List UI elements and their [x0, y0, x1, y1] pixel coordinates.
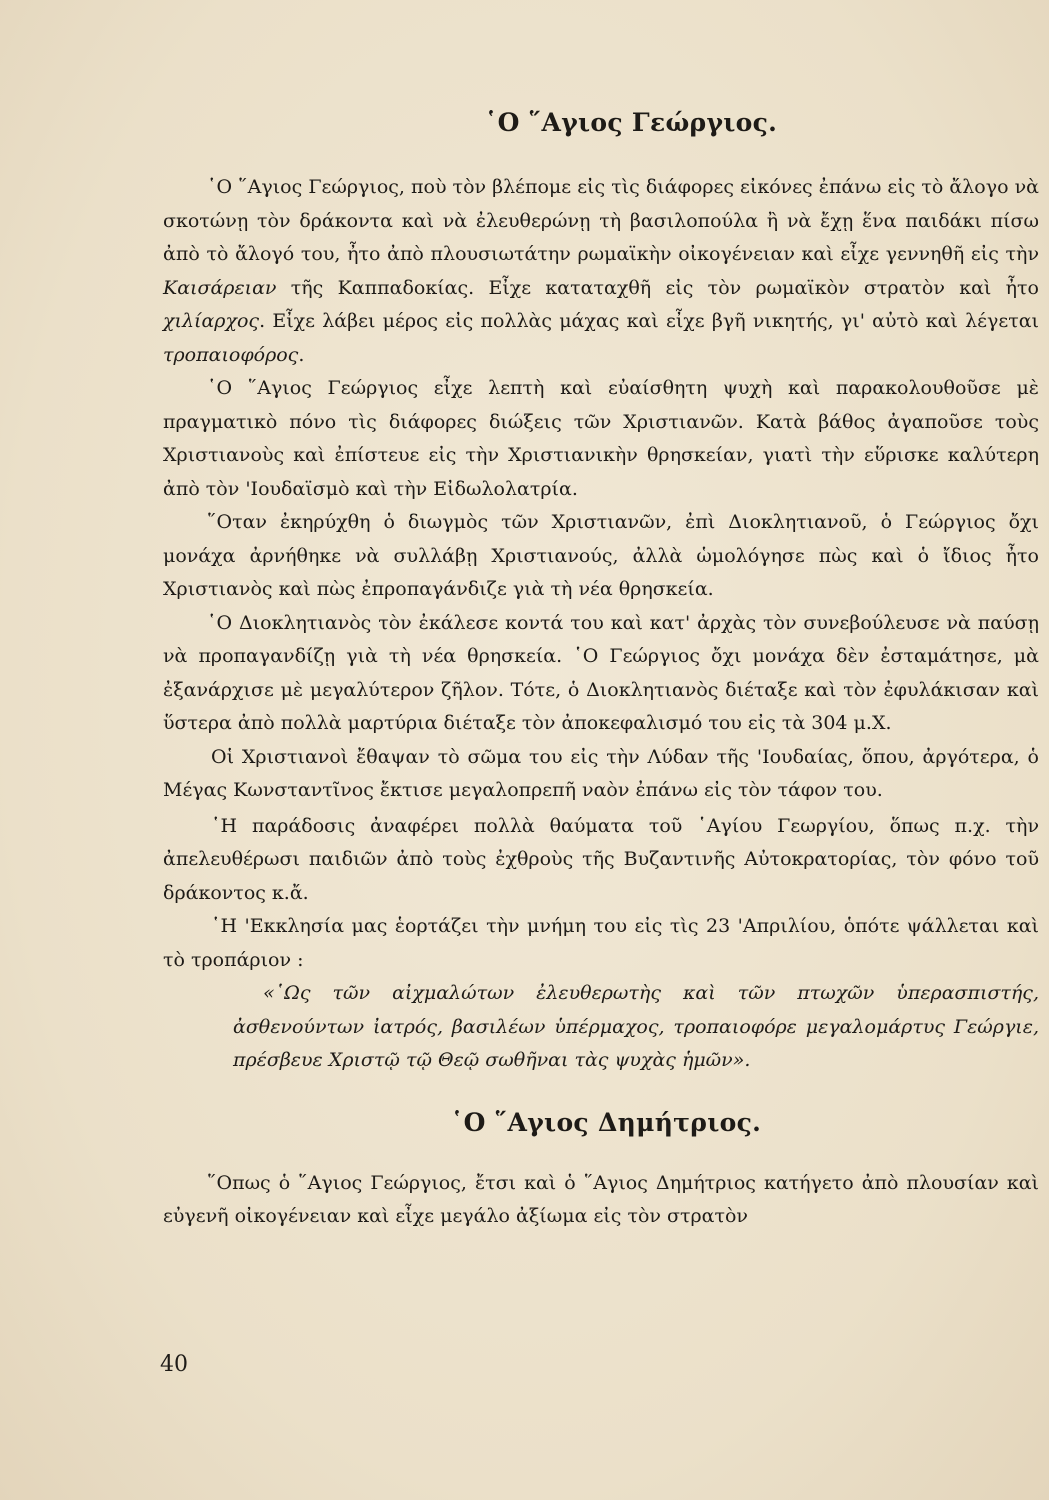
- paragraph: ῾Η παράδοσις ἀναφέρει πολλὰ θαύματα τοῦ ῾Αγίου Γεωργίου, ὅπως π.χ. τὴν ἀπελευθέρωσι παιδιῶν ἀπὸ τοὺς ἐχθροὺς τῆς Βυζαντινῆς Αὐτοκρατορίας, τὸν φόνο τοῦ δράκοντος κ.ἄ.: [163, 814, 1039, 904]
- paragraph: Οἱ Χριστιανοὶ ἔθαψαν τὸ σῶμα του εἰς τὴν Λύδαν τῆς 'Ιουδαίας, ὅπου, ἀργότερα, ὁ Μέγας Κωνσταντῖνος ἔκτισε μεγαλοπρεπῆ ναὸν ἐπάνω εἰς τὸν τάφον του.: [163, 745, 1039, 801]
- paragraph: ῾Ο ῞Αγιος Γεώργιος εἶχε λεπτὴ καὶ εὐαίσθητη ψυχὴ καὶ παρακολουθοῦσε μὲ πραγματικὸ πόνο τὶς διάφορες διώξεις τῶν Χριστιανῶν. Κατὰ βάθος ἀγαποῦσε τοὺς Χριστιανοὺς καὶ ἐπίστευε εἰς τὴν Χριστιανικὴν θρησκείαν, γιατὶ τὴν εὕρισκε καλύτερη ἀπὸ τὸν 'Ιουδαϊσμὸ καὶ τὴν Εἰδωλολατρία.: [163, 377, 1039, 500]
- troparion-hymn: «῾Ως τῶν αἰχμαλώτων ἐλευθερωτὴς καὶ τῶν πτωχῶν ὑπερασπιστής, ἀσθενούντων ἰατρός, βασιλέων ὑπέρμαχος, τροπαιοφόρε μεγαλομάρτυς Γεώργιε, πρέσβευε Χριστῷ τῷ Θεῷ σωθῆναι τὰς ψυχὰς ἡμῶν».: [233, 982, 1039, 1071]
- paragraph: ῞Οταν ἐκηρύχθη ὁ διωγμὸς τῶν Χριστιανῶν, ἐπὶ Διοκλητιανοῦ, ὁ Γεώργιος ὄχι μονάχα ἀρνήθηκε νὰ συλλάβῃ Χριστιανούς, ἀλλὰ ὡμολόγησε πὼς καὶ ὁ ἴδιος ἦτο Χριστιανὸς καὶ πὼς ἐπροπαγάνδιζε γιὰ τὴ νέα θρησκεία.: [163, 511, 1039, 600]
- paragraph: [163, 171, 1039, 372]
- section-title-agios-georgios: ῾Ο ῞Αγιος Γεώργιος.: [484, 108, 778, 137]
- italic-text: Καισάρειαν: [163, 276, 277, 299]
- paragraph: ῾Η 'Εκκλησία μας ἑορτάζει τὴν μνήμη του εἰς τὶς 23 'Απριλίου, ὁπότε ψάλλεται καὶ τὸ τροπάριον :: [163, 915, 1039, 971]
- italic-text: χιλίαρχος: [163, 310, 260, 332]
- text: .: [298, 343, 305, 366]
- page-body: [163, 108, 1039, 1234]
- section-title-agios-dimitrios: ῾Ο ῞Αγιος Δημήτριος.: [450, 1107, 762, 1137]
- paragraph: ῾Ο Διοκλητιανὸς τὸν ἐκάλεσε κοντά του καὶ κατ' ἀρχὰς τὸν συνεβούλευσε νὰ παύσῃ νὰ προπαγανδίζῃ γιὰ τὴ νέα θρησκεία. ῾Ο Γεώργιος ὄχι μονάχα δὲν ἐσταμάτησε, μὰ ἐξανάρχισε μὲ μεγαλύτερον ζῆλον. Τότε, ὁ Διοκλητιανὸς διέταξε καὶ τὸν ἐφυλάκισαν καὶ ὕστερα ἀπὸ πολλὰ μαρτύρια διέταξε τὸν ἀποκεφαλισμό του εἰς τὰ 304 μ.Χ.: [163, 611, 1039, 734]
- text: ῾Ο ῞Αγιος Γεώργιος, ποὺ τὸν βλέπομε εἰς τὶς διάφορες εἰκόνες ἐπάνω εἰς τὸ ἄλογο νὰ σκοτώνῃ τὸν δράκοντα καὶ νὰ ἐλευθερώνῃ τὴ βασιλοπούλα ἢ νὰ ἔχῃ ἕνα παιδάκι πίσω ἀπὸ τὸ ἄλογό του, ἦτο ἀπὸ πλουσιωτάτην ρωμαϊκὴν οἰκογένειαν καὶ εἶχε γεννηθῆ εἰς τὴν: [163, 176, 1039, 265]
- page-number: 40: [160, 1352, 188, 1377]
- italic-text: τροπαιοφόρος: [163, 343, 299, 366]
- paragraph: ῞Οπως ὁ ῞Αγιος Γεώργιος, ἔτσι καὶ ὁ ῞Αγιος Δημήτριος κατήγετο ἀπὸ πλουσίαν καὶ εὐγενῆ οἰκογένειαν καὶ εἶχε μεγάλο ἀξίωμα εἰς τὸν στρατὸν: [163, 1171, 1039, 1227]
- text: . Εἶχε λάβει μέρος εἰς πολλὰς μάχας καὶ εἶχε βγῆ νικητής, γι' αὐτὸ καὶ λέγεται: [259, 310, 1039, 332]
- text: τῆς Καππαδοκίας. Εἶχε καταταχθῆ εἰς τὸν ρωμαϊκὸν στρατὸν καὶ ἦτο: [276, 276, 1039, 299]
